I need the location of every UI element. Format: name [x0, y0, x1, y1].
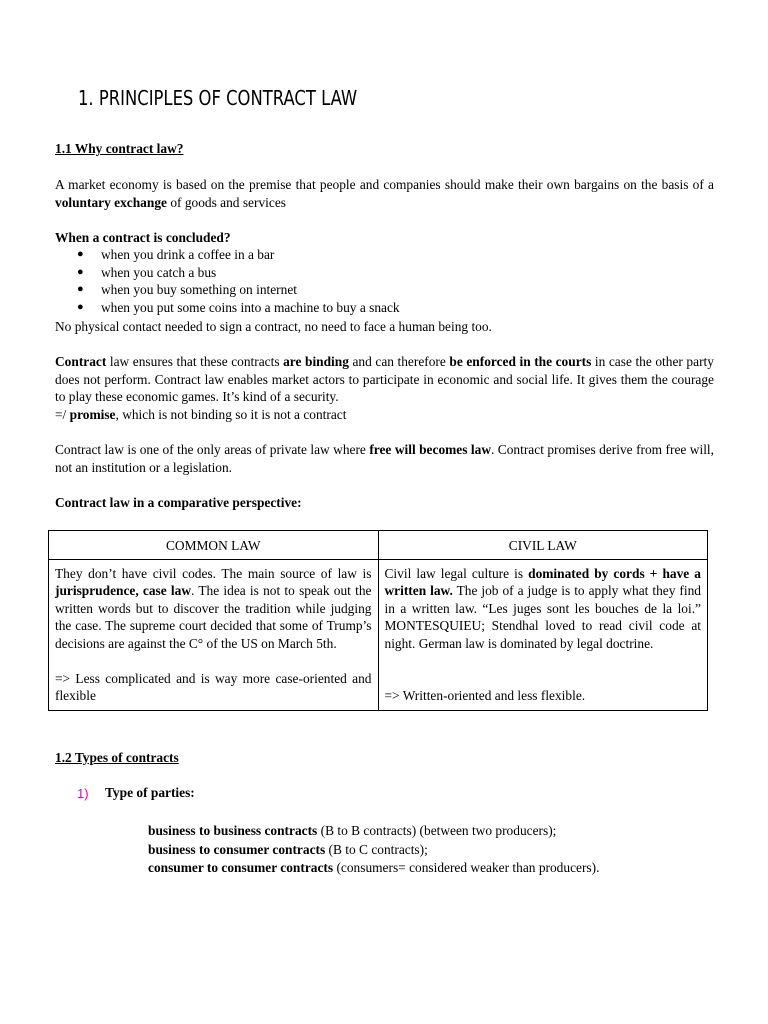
when-concluded-heading: When a contract is concluded?: [55, 230, 231, 245]
list-item: [148, 859, 599, 878]
civil-law-summary: => Written-oriented and less flexible.: [384, 688, 586, 703]
list-item-text: when you catch a bus: [101, 264, 217, 280]
section-heading-why-contract-law: 1.1 Why contract law?: [55, 141, 184, 156]
bullet-icon: ●: [77, 248, 84, 260]
type-of-parties-heading: Type of parties:: [105, 785, 195, 800]
text-run: They don’t have civil codes. The main source of law is: [55, 565, 372, 581]
no-contact-line: No physical contact needed to sign a contract, no need to face a human being too.: [55, 319, 492, 334]
civil-law-text: [385, 565, 702, 653]
list-item: [148, 822, 599, 841]
section-heading-types-of-contracts: 1.2 Types of contracts: [55, 750, 179, 765]
text-run: and can therefore: [348, 354, 450, 369]
text-run: of goods and services: [166, 194, 286, 210]
bold-term: be enforced in the courts: [449, 354, 592, 369]
bold-term: free will becomes law: [369, 442, 491, 457]
list-item-text: when you drink a coffee in a bar: [101, 247, 275, 262]
bullet-icon: ●: [77, 283, 84, 295]
text-run: =/: [55, 406, 70, 422]
column-header-civil-law: CIVIL LAW: [378, 531, 708, 560]
text-run: (B to C contracts);: [325, 841, 428, 857]
page-title: 1. PRINCIPLES OF CONTRACT LAW: [78, 86, 358, 110]
bold-term: voluntary exchange: [55, 194, 167, 210]
text-run: , which is not binding so it is not a contract: [115, 406, 347, 422]
text-run: . The idea is not to speak out the written words but to discover the tradition while judging the case. The supreme court decided that some of Trump’s decisions are against the C° of the US on March 5th.: [55, 583, 372, 651]
bold-term: jurisprudence, case law: [55, 583, 192, 598]
bold-term: promise: [69, 406, 116, 422]
text-run: law ensures that these contracts: [106, 354, 284, 369]
text-run: in case the other party does not perform. Contract law enables market actors to participate in economic and social life. It gives them the courage to play these economic games. It’s kind of a security.: [55, 354, 714, 404]
list-item: [55, 264, 400, 282]
text-run: Civil law legal culture is: [384, 565, 529, 581]
comparative-heading: Contract law in a comparative perspective:: [55, 495, 302, 510]
common-law-summary: => Less complicated and is way more case-oriented and flexible: [55, 670, 372, 703]
list-item-text: when you buy something on internet: [101, 282, 297, 297]
bold-term: business to business contracts: [148, 823, 318, 838]
text-run: The job of a judge is to apply what they find in a written law. “Les juges sont les bouches de la loi.” MONTESQUIEU; Stendhal loved to read civil code at night. German law is dominated by legal doctrine.: [384, 583, 701, 651]
bold-term: Contract: [55, 354, 107, 369]
column-header-common-law: COMMON LAW: [49, 531, 379, 560]
common-law-cell: [49, 559, 379, 710]
bullet-icon: ●: [77, 265, 84, 278]
text-run: A market economy is based on the premise that people and companies should make their own bargains on the basis of a: [55, 177, 714, 192]
free-will-paragraph: [55, 441, 714, 476]
text-run: . Contract promises derive from free will, not an institution or a legislation.: [55, 442, 714, 475]
list-item: [55, 281, 400, 299]
examples-list: [55, 246, 400, 316]
text-run: (B to B contracts) (between two producers);: [317, 823, 557, 838]
bold-term: business to consumer contracts: [148, 841, 326, 857]
bold-term: are binding: [283, 354, 349, 369]
list-item: [148, 841, 599, 860]
table-header-row: [49, 531, 708, 560]
table-row: [49, 559, 708, 710]
civil-law-cell: [378, 559, 708, 710]
bold-term: dominated by cords + have a written law.: [384, 565, 701, 598]
comparison-table: [48, 530, 708, 711]
contract-binding-paragraph: [55, 353, 714, 423]
list-item: [55, 299, 400, 317]
text-run: (consumers= considered weaker than producers).: [333, 860, 600, 875]
market-economy-paragraph: [55, 176, 714, 211]
bold-term: consumer to consumer contracts: [148, 860, 334, 875]
bullet-icon: ●: [77, 300, 84, 313]
list-number: 1): [77, 786, 89, 801]
list-item: [55, 246, 400, 264]
text-run: Contract law is one of the only areas of private law where: [55, 442, 370, 457]
contract-types-list: [148, 822, 599, 878]
common-law-text: [55, 565, 372, 653]
list-item-text: when you put some coins into a machine to buy a snack: [101, 299, 400, 315]
